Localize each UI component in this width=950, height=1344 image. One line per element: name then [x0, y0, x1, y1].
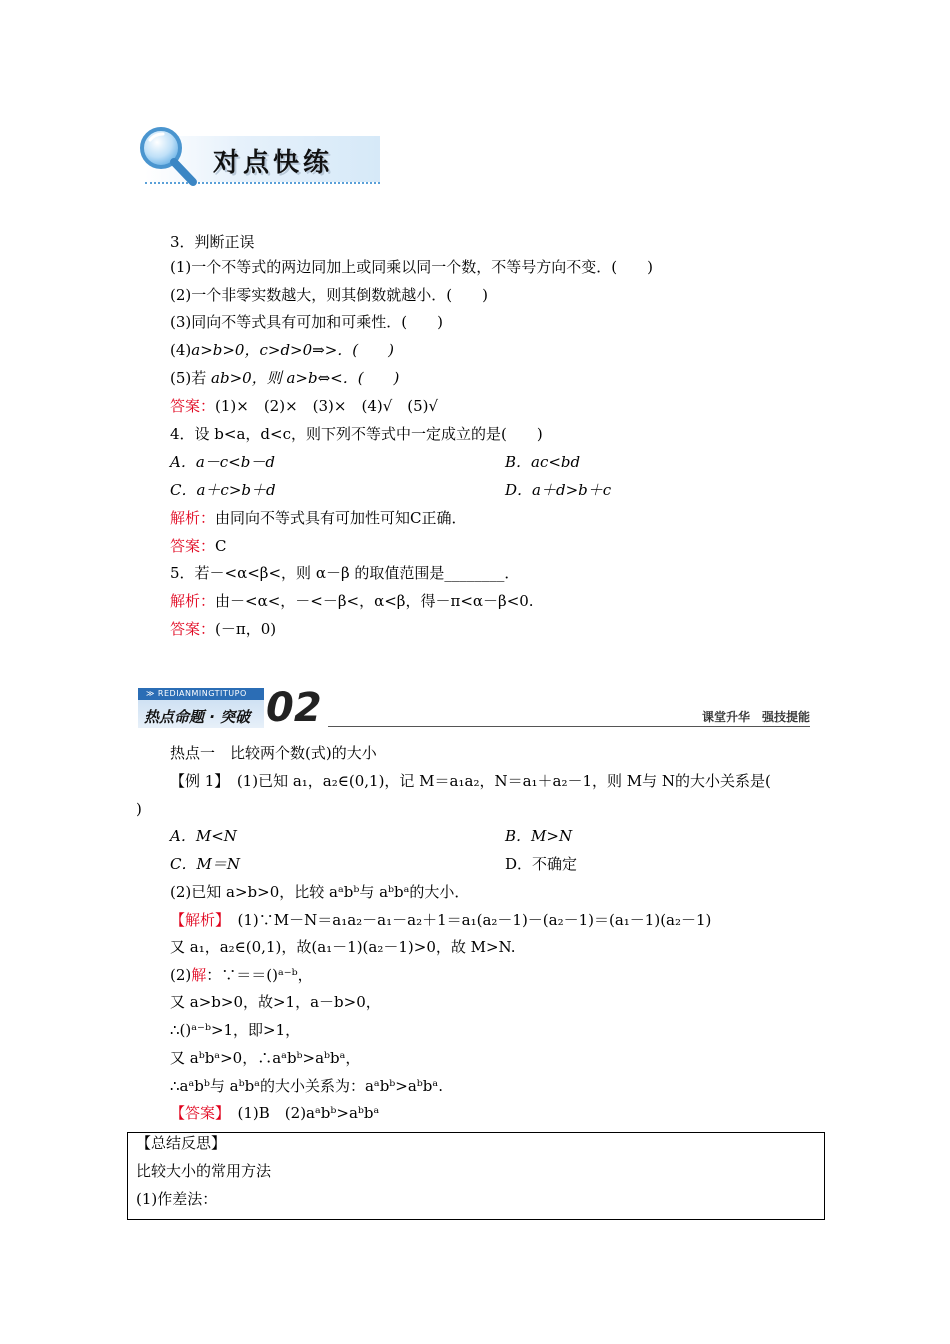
example-1-stem-cont: )	[136, 800, 142, 818]
q5-answer: 答案：(－π，0)	[170, 620, 277, 638]
q4-option-b: B．ac<bd	[505, 453, 581, 471]
section-header-practice	[135, 124, 380, 188]
ex1-answer: 【答案】 (1)B (2)aᵃbᵇ>aᵇbᵃ	[170, 1104, 380, 1122]
q3-item-2: (2)一个非零实数越大，则其倒数就越小．( )	[170, 286, 488, 304]
q4-option-a: A．a－c<b－d	[170, 453, 275, 471]
q4-option-c: C．a＋c>b＋d	[170, 481, 276, 499]
summary-line-1: 比较大小的常用方法	[136, 1162, 272, 1180]
ex1-analysis-3: (2)解：∵＝＝()ᵃ⁻ᵇ，	[170, 966, 313, 984]
ex1-analysis-1: 【解析】 (1)∵M－N＝a₁a₂－a₁－a₂＋1＝a₁(a₂－1)－(a₂－1)＝(a₁－1)(a₂－1)	[170, 911, 712, 929]
ex1-analysis-2: 又 a₁，a₂∈(0,1)，故(a₁－1)(a₂－1)>0，故 M>N.	[170, 938, 516, 956]
q3-item-4: (4)a>b>0，c>d>0⇒>．( )	[170, 341, 394, 359]
banner-bar	[138, 688, 264, 700]
q4-option-d: D．a＋d>b＋c	[505, 481, 612, 499]
ex1-option-b: B．M>N	[505, 827, 573, 845]
ex1-part-2: (2)已知 a>b>0，比较 aᵃbᵇ与 aᵇbᵃ的大小．	[170, 883, 470, 901]
summary-title: 【总结反思】	[136, 1134, 227, 1152]
ex1-analysis-4: 又 a>b>0，故>1，a－b>0，	[170, 993, 381, 1011]
hot-topic-title: 热点一 比较两个数(式)的大小	[170, 744, 377, 762]
q4-analysis: 解析：由同向不等式具有可加性可知C正确．	[170, 509, 467, 527]
ex1-analysis-7: ∴aᵃbᵇ与 aᵇbᵃ的大小关系为：aᵃbᵇ>aᵇbᵃ.	[170, 1077, 443, 1095]
section-title: 热点命题 · 突破	[144, 708, 251, 726]
q3-title: 3．判断正误	[170, 233, 255, 251]
section-header-hot-topics	[138, 685, 810, 731]
ex1-option-c: C．M＝N	[170, 855, 240, 873]
magnifier-icon	[135, 124, 205, 188]
q5-title: 5．若－<α<β<，则 α－β 的取值范围是________．	[170, 564, 520, 582]
q3-item-5: (5)若 ab>0，则 a>b⇔<．( )	[170, 369, 400, 387]
ex1-option-d: D．不确定	[505, 855, 578, 873]
q3-item-3: (3)同向不等式具有可加和可乘性．( )	[170, 313, 443, 331]
section-title: 对点快练	[213, 148, 334, 178]
q3-item-1: (1)一个不等式的两边同加上或同乘以同一个数，不等号方向不变．( )	[170, 258, 653, 276]
q4-title: 4．设 b<a，d<c，则下列不等式中一定成立的是( )	[170, 425, 543, 443]
q4-answer: 答案：C	[170, 537, 227, 555]
ex1-analysis-6: 又 aᵇbᵃ>0，∴aᵃbᵇ>aᵇbᵃ，	[170, 1049, 361, 1067]
example-1-stem: 【例 1】 (1)已知 a₁，a₂∈(0,1)，记 M＝a₁a₂，N＝a₁＋a₂－1，则 M与 N的大小关系是(	[170, 772, 771, 790]
header-rule	[328, 726, 810, 727]
section-right-label: 课堂升华 强技提能	[701, 710, 810, 724]
ex1-analysis-5: ∴()ᵃ⁻ᵇ>1，即>1，	[170, 1021, 301, 1039]
banner-small-text: ≫ REDIANMINGTITUPO	[146, 689, 247, 698]
q5-analysis: 解析：由－<α<，－<－β<，α<β，得－π<α－β<0.	[170, 592, 534, 610]
section-number: 02	[266, 685, 322, 731]
q3-answer: 答案：(1)× (2)× (3)× (4)√ (5)√	[170, 397, 439, 415]
summary-line-2: (1)作差法：	[136, 1190, 218, 1208]
ex1-option-a: A．M<N	[170, 827, 237, 845]
